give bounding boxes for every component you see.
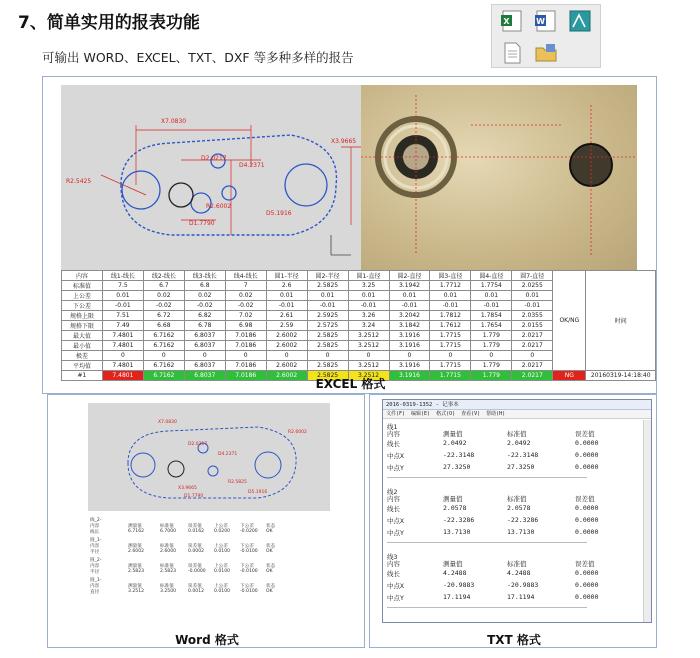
txt-header-cell: 误差值 [575,430,595,438]
excel-cell: 3.25 [348,281,389,291]
word-cad-label: D5.1916 [248,490,268,495]
word-cell: 状态 [266,584,276,589]
excel-cell: 3.2042 [389,311,430,321]
excel-cell: 3.1942 [389,281,430,291]
measurement-photo [361,85,637,271]
svg-text:W: W [536,17,545,26]
excel-cell: 圆7-直径 [512,271,553,281]
excel-cell: 6.8 [184,281,225,291]
excel-cell: 0.02 [184,291,225,301]
word-cad-drawing [88,403,330,511]
word-cell: 3.2512 [128,589,145,594]
word-cell: 内容 [90,524,100,529]
excel-cell: #1 [62,371,103,381]
word-cell: 半径 [90,570,100,575]
excel-cell: 2.6002 [266,361,307,371]
word-cell: 上公差 [214,564,228,569]
txt-section-name: 线3 [387,553,398,561]
notepad-title-bar [383,400,651,410]
excel-cell: 线3-线长 [184,271,225,281]
excel-cell: 7.0186 [225,341,266,351]
txt-cell: -22.3148 [443,451,475,459]
cad-label: X7.0830 [161,118,187,125]
txt-header-cell: 测量值 [443,560,463,568]
excel-cell: 7.02 [225,311,266,321]
txt-cell: 2.0492 [443,439,467,447]
excel-cell: 1.7612 [430,321,471,331]
excel-cell: 2.5825 [307,331,348,341]
excel-cell: 6.7 [143,281,184,291]
excel-cell: 20160319-14:18:40 [586,371,656,381]
excel-cell: -0.01 [471,301,512,311]
word-cell: 6.7162 [128,529,145,534]
excel-cell: 0 [307,351,348,361]
word-cell: 0.0200 [214,529,231,534]
excel-cell: 平均值 [62,361,103,371]
word-cell: 0.0162 [188,529,205,534]
word-cell: 标准值 [160,524,174,529]
word-block-title: 圆_1- [90,538,102,543]
word-cell: 误差值 [188,524,202,529]
word-cell: 3.2500 [160,589,177,594]
excel-cell: 3.1916 [389,371,430,381]
excel-cell: 6.98 [225,321,266,331]
excel-cell: 3.1842 [389,321,430,331]
word-cell: 下公差 [240,544,254,549]
excel-cell: 圆2-直径 [389,271,430,281]
cad-label: D2.0217 [201,155,227,162]
excel-cell: 3.24 [348,321,389,331]
notepad-menu-item[interactable]: 格式(O) [436,411,456,417]
word-cell: 误差值 [188,584,202,589]
excel-cell: -0.02 [184,301,225,311]
word-cell: 0.0100 [214,549,231,554]
excel-cell: 线2-线长 [143,271,184,281]
txt-cell: 0.0000 [575,593,599,601]
txt-divider [387,542,587,543]
excel-cell: 0.02 [225,291,266,301]
notepad-scrollbar[interactable] [643,420,651,622]
word-cell: 测量值 [128,544,142,549]
txt-cell: -22.3148 [507,451,539,459]
word-cell: -0.0100 [240,569,258,574]
excel-header-row [62,271,656,281]
txt-cell: 13.7130 [507,528,535,536]
excel-cell: 下公差 [62,301,103,311]
word-cell: 测量值 [128,564,142,569]
word-cell: 2.5823 [128,569,145,574]
excel-cell: -0.01 [266,301,307,311]
excel-cell: 3.1916 [389,361,430,371]
txt-cell: -22.3286 [507,516,539,524]
excel-cell: 6.8037 [184,361,225,371]
txt-cell: 中点Y [387,529,404,537]
word-cell: 0.0100 [214,589,231,594]
excel-cell: 0 [266,351,307,361]
excel-cell: 7 [225,281,266,291]
word-cell: 标准值 [160,584,174,589]
txt-cell: 17.1194 [507,593,535,601]
txt-caption: TXT 格式 [487,633,541,647]
word-cell: -0.0000 [188,569,206,574]
excel-cell: 2.0217 [512,341,553,351]
excel-cell: 0 [471,351,512,361]
excel-cell: 7.4801 [102,371,143,381]
word-cell: OK [266,549,273,554]
excel-cell: 0 [512,351,553,361]
excel-cell: 6.7162 [143,331,184,341]
excel-cell: 2.5825 [307,361,348,371]
excel-cell: 2.59 [266,321,307,331]
folder-icon[interactable] [534,41,558,65]
excel-cell: 0 [430,351,471,361]
excel-cell: 最大值 [62,331,103,341]
excel-cell: 圆4-直径 [471,271,512,281]
notepad-title: 2016-0319-1352 - 记事本 [386,402,459,408]
txt-section-name: 线1 [387,423,398,431]
word-cad-label: D4.2371 [218,452,238,457]
word-report-panel [47,394,365,648]
txt-cell: -20.9883 [507,581,539,589]
word-cell: 状态 [266,564,276,569]
excel-cell: 2.6002 [266,371,307,381]
txt-section-name: 线2 [387,488,398,496]
txt-cell: 2.0492 [507,439,531,447]
word-cad-label: R2.6002 [288,430,307,435]
txt-cell: 线长 [387,440,400,448]
section-subtitle: 可输出 WORD、EXCEL、TXT、DXF 等多种多样的报告 [42,50,354,65]
excel-cell: 1.779 [471,341,512,351]
excel-cell: 1.779 [471,371,512,381]
txt-icon[interactable] [500,41,524,65]
excel-cell: 2.5825 [307,341,348,351]
txt-cell: 17.1194 [443,593,471,601]
excel-cell: 圆1-半径 [266,271,307,281]
word-cad-label: R2.5825 [228,480,247,485]
excel-cell: 7.0186 [225,331,266,341]
excel-cell: 2.61 [266,311,307,321]
excel-cell: 7.5 [102,281,143,291]
word-cell: 半径 [90,550,100,555]
excel-cell: 3.2512 [348,371,389,381]
cad-label: D5.1916 [266,210,292,217]
section-title: 7、简单实用的报表功能 [18,13,200,33]
word-cell: 0.0012 [188,589,205,594]
word-cell: 测量值 [128,584,142,589]
txt-divider [387,607,587,608]
excel-cell: 3.2512 [348,331,389,341]
excel-cell: 1.7715 [430,331,471,341]
txt-cell: 13.7130 [443,528,471,536]
excel-cell: 时间 [586,271,656,371]
txt-header-cell: 内容 [387,560,400,568]
excel-cell: 0.01 [307,291,348,301]
txt-cell: 27.3250 [507,463,535,471]
word-icon[interactable] [534,9,558,33]
excel-caption: EXCEL 格式 [315,377,386,391]
word-cell: 6.7000 [160,529,177,534]
excel-cell: 0 [184,351,225,361]
word-cell: 上公差 [214,524,228,529]
txt-cell: 0.0000 [575,439,599,447]
excel-cell: -0.01 [348,301,389,311]
excel-cell: 0.01 [266,291,307,301]
cad-drawing [61,85,401,271]
word-cell: -0.0100 [240,589,258,594]
excel-cell: 0 [389,351,430,361]
excel-cell: 0 [102,351,143,361]
txt-cell: 线长 [387,505,400,513]
notepad-window [382,399,652,623]
excel-cell: 1.7654 [471,321,512,331]
notepad-menu-item[interactable]: 帮助(H) [486,411,506,417]
excel-cell: 6.8037 [184,341,225,351]
word-cad-label: X7.0830 [158,420,177,425]
excel-cell: 线4-线长 [225,271,266,281]
word-cell: 下公差 [240,564,254,569]
txt-cell: 0.0000 [575,528,599,536]
excel-cell: 圆2-半径 [307,271,348,281]
excel-cell: 6.8037 [184,331,225,341]
excel-cell: 2.6002 [266,341,307,351]
excel-cell: OK/NG [553,271,586,371]
excel-cell: 3.1916 [389,331,430,341]
txt-cell: 线长 [387,570,400,578]
excel-cell: 上公差 [62,291,103,301]
cad-label: R2.5425 [66,178,92,185]
txt-cell: 中点Y [387,464,404,472]
word-cad-label: D1.7790 [184,494,204,499]
word-cell: OK [266,569,273,574]
txt-cell: 中点X [387,452,404,460]
word-cell: 状态 [266,544,276,549]
word-cell: 测量值 [128,524,142,529]
word-cell: 标准值 [160,564,174,569]
excel-cell: 0.01 [389,291,430,301]
excel-cell: 圆3-直径 [430,271,471,281]
excel-cell: 7.49 [102,321,143,331]
txt-cell: 0.0000 [575,569,599,577]
txt-divider [387,477,587,478]
excel-cell: 0.01 [430,291,471,301]
excel-cell: 1.779 [471,361,512,371]
word-cell: 上公差 [214,544,228,549]
export-icon-toolbar [491,4,601,68]
excel-cell: 6.7162 [143,361,184,371]
excel-cell: 2.0217 [512,331,553,341]
excel-cell: 线1-线长 [102,271,143,281]
word-cell: 上公差 [214,584,228,589]
excel-cell: 1.779 [471,331,512,341]
excel-cell: 2.6 [266,281,307,291]
word-cell: OK [266,529,273,534]
notepad-menu-item[interactable]: 查看(V) [461,411,481,417]
word-cell: -0.0100 [240,549,258,554]
excel-cell: -0.01 [512,301,553,311]
word-caption: Word 格式 [175,633,239,647]
excel-cell: 7.51 [102,311,143,321]
notepad-content[interactable] [383,420,641,622]
txt-cell: 0.0000 [575,463,599,471]
excel-cell: 1.7715 [430,371,471,381]
txt-header-cell: 测量值 [443,430,463,438]
excel-cell: -0.02 [143,301,184,311]
txt-cell: 0.0000 [575,451,599,459]
excel-cell: 6.78 [184,321,225,331]
excel-cell: 0 [225,351,266,361]
excel-cell: 6.7162 [143,341,184,351]
word-cell: OK [266,589,273,594]
word-cell: 内容 [90,544,100,549]
excel-cell: -0.02 [225,301,266,311]
word-cell: 0.0100 [214,569,231,574]
excel-cell: 3.2512 [348,341,389,351]
excel-report-panel [42,76,657,394]
excel-cell: 6.72 [143,311,184,321]
excel-icon[interactable] [500,9,524,33]
txt-cell: 中点X [387,517,404,525]
txt-header-cell: 误差值 [575,495,595,503]
word-block-title: 圆_1- [90,578,102,583]
excel-cell: 6.8037 [184,371,225,381]
excel-cell: 7.4801 [102,341,143,351]
excel-cell: 0 [143,351,184,361]
excel-cell: 1.7854 [471,311,512,321]
txt-header-cell: 误差值 [575,560,595,568]
txt-header-cell: 内容 [387,430,400,438]
excel-cell: 内容 [62,271,103,281]
excel-cell: 3.2512 [348,361,389,371]
word-block-title: 线_2- [90,518,102,523]
excel-cell: 7.4801 [102,331,143,341]
excel-cell: 1.7712 [430,281,471,291]
excel-cell: 3.1916 [389,341,430,351]
word-cell: 直径 [90,590,100,595]
excel-cell: 0.01 [348,291,389,301]
excel-cell: NG [553,371,586,381]
excel-cell: -0.01 [307,301,348,311]
excel-cell: 规格下限 [62,321,103,331]
excel-cell: 2.0217 [512,361,553,371]
txt-header-cell: 测量值 [443,495,463,503]
txt-cell: -20.9883 [443,581,475,589]
word-cell: 误差值 [188,564,202,569]
excel-cell: 7.4801 [102,361,143,371]
excel-cell: 7.0186 [225,371,266,381]
txt-cell: 0.0000 [575,516,599,524]
word-cell: 状态 [266,524,276,529]
excel-cell: 6.82 [184,311,225,321]
excel-cell: 6.68 [143,321,184,331]
excel-cell: -0.01 [389,301,430,311]
excel-cell: 1.7715 [430,341,471,351]
txt-header-cell: 标准值 [507,495,527,503]
excel-cell: 圆1-直径 [348,271,389,281]
txt-cell: -22.3286 [443,516,475,524]
word-cell: 下公差 [240,524,254,529]
excel-cell: 1.7812 [430,311,471,321]
excel-cell: 2.5925 [307,311,348,321]
txt-cell: 中点X [387,582,404,590]
excel-cell: 2.5825 [307,281,348,291]
excel-cell: 最小值 [62,341,103,351]
excel-cell: 6.7162 [143,371,184,381]
excel-cell: 极差 [62,351,103,361]
cad-label: X3.9665 [331,138,357,145]
excel-cell: -0.01 [430,301,471,311]
excel-cell: 2.0217 [512,371,553,381]
excel-cell: 2.5825 [307,371,348,381]
txt-cell: 0.0000 [575,581,599,589]
svg-text:X: X [503,17,510,26]
word-cell: 下公差 [240,584,254,589]
txt-header-cell: 内容 [387,495,400,503]
word-cell: 2.5823 [160,569,177,574]
excel-cell: 0.01 [102,291,143,301]
txt-report-panel [369,394,657,648]
notepad-menu-bar [383,410,651,419]
excel-cell: 0 [348,351,389,361]
excel-cell: 2.0355 [512,311,553,321]
word-cell: 2.6002 [128,549,145,554]
word-block-title: 圆_2- [90,558,102,563]
word-cad-label: D2.0217 [188,442,208,447]
cad-label: D4.2371 [239,162,265,169]
txt-cell: 2.0578 [507,504,531,512]
word-cell: 0.0002 [188,549,205,554]
notepad-menu-item[interactable]: 编辑(E) [411,411,431,417]
excel-cell: 2.5725 [307,321,348,331]
txt-header-cell: 标准值 [507,430,527,438]
cad-label: D1.7790 [189,220,215,227]
txt-cell: 27.3250 [443,463,471,471]
excel-cell: 1.7715 [430,361,471,371]
word-cell: 线长 [90,530,100,535]
excel-table [61,270,656,381]
word-cell: 2.6000 [160,549,177,554]
excel-cell: 2.6002 [266,331,307,341]
txt-header-cell: 标准值 [507,560,527,568]
word-cell: 误差值 [188,544,202,549]
excel-cell: 3.26 [348,311,389,321]
notepad-menu-item[interactable]: 文件(F) [386,411,406,417]
word-cell: 内容 [90,564,100,569]
dxf-icon[interactable] [568,9,592,33]
cad-label: R2.6002 [206,203,232,210]
excel-cell: 7.0186 [225,361,266,371]
excel-cell: 0.02 [143,291,184,301]
word-cell: 内容 [90,584,100,589]
excel-cell: 规格上限 [62,311,103,321]
txt-cell: 中点Y [387,594,404,602]
excel-cell: -0.01 [102,301,143,311]
txt-cell: 2.0578 [443,504,467,512]
excel-cell: 0.01 [512,291,553,301]
word-cell: -0.0200 [240,529,258,534]
excel-cell: 2.0255 [512,281,553,291]
excel-cell: 1.7754 [471,281,512,291]
word-cell: 标准值 [160,544,174,549]
txt-cell: 4.2488 [443,569,467,577]
word-result-blocks [90,517,330,625]
excel-cell: 标准值 [62,281,103,291]
txt-cell: 0.0000 [575,504,599,512]
excel-cell: 2.0155 [512,321,553,331]
word-cad-label: X3.9665 [178,486,197,491]
txt-cell: 4.2488 [507,569,531,577]
excel-cell: 0.01 [471,291,512,301]
